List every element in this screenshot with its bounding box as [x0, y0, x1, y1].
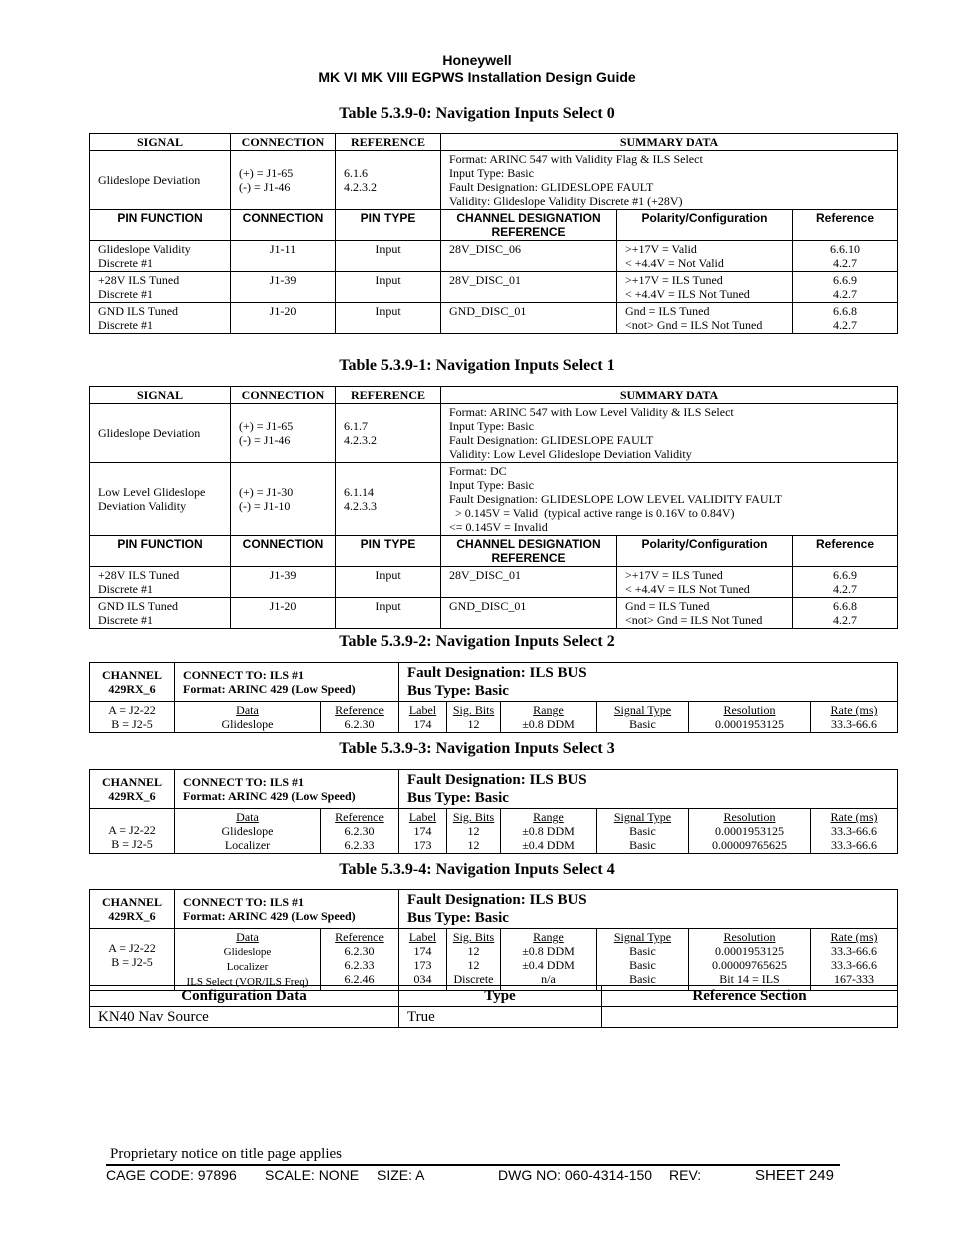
- col-header: Signal Type: [613, 810, 672, 824]
- table-title: Table 5.3.9-2: Navigation Inputs Select 2: [339, 633, 615, 650]
- pin-function: GND ILS Tuned Discrete #1: [90, 303, 231, 334]
- pin-reference: 6.6.9 4.2.7: [793, 272, 898, 303]
- col-header: Label: [408, 703, 437, 717]
- range-col: [501, 702, 597, 733]
- col-header: Rate (ms): [830, 930, 878, 944]
- signal-reference: 6.1.7 4.2.3.2: [336, 404, 441, 463]
- connect-to: CONNECT TO: ILS #1 Format: ARINC 429 (Low Speed): [175, 890, 399, 929]
- col-header: SUMMARY DATA: [441, 387, 898, 404]
- col-header: Sig. Bits: [452, 930, 495, 944]
- table-row: [90, 929, 898, 991]
- col-header: Polarity/Configuration: [617, 210, 793, 241]
- label-col: [399, 929, 447, 991]
- col-header: CHANNEL DESIGNATION REFERENCE: [441, 536, 617, 567]
- channel-header: CHANNEL 429RX_6: [90, 890, 175, 929]
- pin-function: +28V ILS Tuned Discrete #1: [90, 567, 231, 598]
- col-header: Range: [533, 930, 564, 944]
- data-value: Glideslope Localizer: [221, 824, 274, 852]
- polarity: >+17V = Valid < +4.4V = Not Valid: [617, 241, 793, 272]
- signal-connection: (+) = J1-30 (-) = J1-10: [231, 463, 336, 536]
- size: SIZE: A: [377, 1167, 425, 1183]
- rate-col: [811, 929, 898, 991]
- resolution-value: 0.0001953125 0.00009765625 Bit 14 = ILS: [712, 944, 787, 986]
- pin-type: Input: [336, 598, 441, 629]
- polarity: >+17V = ILS Tuned < +4.4V = ILS Not Tuned: [617, 567, 793, 598]
- polarity: >+17V = ILS Tuned < +4.4V = ILS Not Tuned: [617, 272, 793, 303]
- channel-pins: A = J2-22 B = J2-5: [90, 929, 175, 991]
- label-value: 174: [413, 717, 432, 731]
- col-header: Signal Type: [613, 703, 672, 717]
- resolution-col: [689, 929, 811, 991]
- col-header: CONNECTION: [231, 134, 336, 151]
- channel-pins: A = J2-22 B = J2-5: [90, 809, 175, 854]
- col-header: Rate (ms): [830, 703, 878, 717]
- pin-reference: 6.6.8 4.2.7: [793, 598, 898, 629]
- revision: REV:: [669, 1167, 702, 1183]
- channel-designation: 28V_DISC_06: [441, 241, 617, 272]
- rate-col: [811, 809, 898, 854]
- connect-to: CONNECT TO: ILS #1 Format: ARINC 429 (Low Speed): [175, 770, 399, 809]
- reference-value: 6.2.30 6.2.33 6.2.46: [344, 944, 375, 986]
- pin-connection: J1-11: [231, 241, 336, 272]
- col-header: Data: [236, 703, 259, 717]
- resolution-value: 0.0001953125: [715, 717, 784, 731]
- proprietary-notice: Proprietary notice on title page applies: [110, 1146, 343, 1162]
- signal-summary: Format: DC Input Type: Basic Fault Designation: GLIDESLOPE LOW LEVEL VALIDITY FAULT > 0.145V = Valid (typical active range is 0.16V to 0.84V) <= 0.145V = Invalid: [441, 463, 898, 536]
- data-value: Glideslope Localizer ILS Select (VOR/ILS Freq): [186, 946, 309, 988]
- data-col: [175, 702, 321, 733]
- resolution-col: [689, 702, 811, 733]
- pin-reference: 6.6.9 4.2.7: [793, 567, 898, 598]
- col-header: Polarity/Configuration: [617, 536, 793, 567]
- rate-col: [811, 702, 898, 733]
- col-header: Range: [533, 810, 564, 824]
- col-header: Rate (ms): [830, 810, 878, 824]
- sigbits-value: 12 12 Discrete: [453, 944, 494, 986]
- pin-type: Input: [336, 303, 441, 334]
- col-header: PIN FUNCTION: [90, 210, 231, 241]
- signal-summary: Format: ARINC 547 with Low Level Validity & ILS Select Input Type: Basic Fault Designation: GLIDESLOPE FAULT Validity: Low Level Glideslope Deviation Validity: [441, 404, 898, 463]
- channel-header: CHANNEL 429RX_6: [90, 770, 175, 809]
- scale: SCALE: NONE: [265, 1167, 360, 1183]
- sigbits-col: [447, 809, 501, 854]
- drawing-number: DWG NO: 060-4314-150: [498, 1167, 653, 1183]
- label-value: 174 173 034: [413, 944, 432, 986]
- rate-value: 33.3-66.6: [831, 717, 878, 731]
- col-header: CONNECTION: [231, 387, 336, 404]
- table-title: Table 5.3.9-3: Navigation Inputs Select 3: [339, 740, 615, 757]
- polarity: Gnd = ILS Tuned <not> Gnd = ILS Not Tuned: [617, 303, 793, 334]
- col-header: CHANNEL DESIGNATION REFERENCE: [441, 210, 617, 241]
- sigbits-value: 12: [467, 717, 480, 731]
- col-header: Type: [399, 986, 602, 1007]
- signal-reference: 6.1.6 4.2.3.2: [336, 151, 441, 210]
- signaltype-value: Basic Basic: [629, 824, 656, 852]
- channel-header: CHANNEL 429RX_6: [90, 663, 175, 702]
- table-row: [90, 303, 898, 334]
- nav-table-3: [89, 769, 898, 854]
- col-header: Data: [236, 930, 259, 944]
- col-header: Label: [408, 930, 437, 944]
- nav-table-2: [89, 662, 898, 733]
- col-header: REFERENCE: [336, 387, 441, 404]
- signaltype-value: Basic Basic Basic: [629, 944, 656, 986]
- config-reference: [602, 1007, 898, 1028]
- signal-connection: (+) = J1-65 (-) = J1-46: [231, 404, 336, 463]
- data-value: Glideslope: [221, 717, 274, 731]
- pin-type: Input: [336, 567, 441, 598]
- signal-reference: 6.1.14 4.2.3.3: [336, 463, 441, 536]
- pin-connection: J1-20: [231, 303, 336, 334]
- table-title: Table 5.3.9-0: Navigation Inputs Select 0: [339, 105, 615, 122]
- table-row: [90, 567, 898, 598]
- col-header: PIN FUNCTION: [90, 536, 231, 567]
- document-title: MK VI MK VIII EGPWS Installation Design Guide: [318, 69, 636, 85]
- nav-table-0: [89, 133, 898, 334]
- signal-connection: (+) = J1-65 (-) = J1-46: [231, 151, 336, 210]
- pin-function: GND ILS Tuned Discrete #1: [90, 598, 231, 629]
- col-header: Label: [408, 810, 437, 824]
- signaltype-value: Basic: [629, 717, 656, 731]
- table-title: Table 5.3.9-4: Navigation Inputs Select 4: [339, 861, 615, 878]
- rate-value: 33.3-66.6 33.3-66.6: [831, 824, 878, 852]
- label-value: 174 173: [413, 824, 432, 852]
- polarity: Gnd = ILS Tuned <not> Gnd = ILS Not Tuned: [617, 598, 793, 629]
- nav-table-4: [89, 889, 898, 991]
- col-header: PIN TYPE: [336, 536, 441, 567]
- col-header: Resolution: [723, 703, 776, 717]
- label-col: [399, 702, 447, 733]
- signaltype-col: [597, 702, 689, 733]
- col-header: Reference Section: [602, 986, 898, 1007]
- reference-col: [321, 929, 399, 991]
- footer-rule: [106, 1164, 840, 1166]
- signal-name: Glideslope Deviation: [90, 404, 231, 463]
- table-row: [90, 272, 898, 303]
- col-header: SUMMARY DATA: [441, 134, 898, 151]
- col-header: REFERENCE: [336, 134, 441, 151]
- fault-designation: Fault Designation: ILS BUS Bus Type: Basic: [399, 663, 898, 702]
- connect-to: CONNECT TO: ILS #1 Format: ARINC 429 (Low Speed): [175, 663, 399, 702]
- reference-col: [321, 809, 399, 854]
- pin-type: Input: [336, 241, 441, 272]
- sheet-number: SHEET 249: [755, 1167, 834, 1184]
- fault-designation: Fault Designation: ILS BUS Bus Type: Basic: [399, 890, 898, 929]
- table-row: [90, 598, 898, 629]
- pin-connection: J1-39: [231, 272, 336, 303]
- col-header: Reference: [793, 536, 898, 567]
- nav-table-1: [89, 386, 898, 629]
- channel-designation: 28V_DISC_01: [441, 567, 617, 598]
- sigbits-col: [447, 929, 501, 991]
- data-col: [175, 809, 321, 854]
- col-header: Signal Type: [613, 930, 672, 944]
- config-data: KN40 Nav Source: [90, 1007, 399, 1028]
- col-header: SIGNAL: [90, 387, 231, 404]
- resolution-col: [689, 809, 811, 854]
- table-row: [90, 241, 898, 272]
- col-header: PIN TYPE: [336, 210, 441, 241]
- signal-summary: Format: ARINC 547 with Validity Flag & ILS Select Input Type: Basic Fault Designation: GLIDESLOPE FAULT Validity: Glideslope Validity Discrete #1 (+28V): [441, 151, 898, 210]
- data-col: [175, 929, 321, 991]
- pin-type: Input: [336, 272, 441, 303]
- reference-col: [321, 702, 399, 733]
- channel-designation: GND_DISC_01: [441, 598, 617, 629]
- range-value: ±0.8 DDM ±0.4 DDM n/a: [522, 944, 575, 986]
- col-header: Sig. Bits: [452, 703, 495, 717]
- signaltype-col: [597, 809, 689, 854]
- cage-code: CAGE CODE: 97896: [106, 1167, 237, 1183]
- col-header: Sig. Bits: [452, 810, 495, 824]
- col-header: Reference: [335, 810, 384, 824]
- pin-reference: 6.6.10 4.2.7: [793, 241, 898, 272]
- col-header: CONNECTION: [231, 536, 336, 567]
- table-row: [90, 702, 898, 733]
- reference-value: 6.2.30 6.2.33: [344, 824, 375, 852]
- pin-function: Glideslope Validity Discrete #1: [90, 241, 231, 272]
- table-row: [90, 1007, 898, 1028]
- channel-designation: GND_DISC_01: [441, 303, 617, 334]
- sigbits-value: 12 12: [467, 824, 480, 852]
- company-name: Honeywell: [442, 52, 512, 68]
- col-header: Resolution: [723, 930, 776, 944]
- col-header: Reference: [793, 210, 898, 241]
- sigbits-col: [447, 702, 501, 733]
- pin-connection: J1-20: [231, 598, 336, 629]
- label-col: [399, 809, 447, 854]
- col-header: SIGNAL: [90, 134, 231, 151]
- col-header: Reference: [335, 703, 384, 717]
- range-col: [501, 929, 597, 991]
- resolution-value: 0.0001953125 0.00009765625: [712, 824, 787, 852]
- range-col: [501, 809, 597, 854]
- range-value: ±0.8 DDM: [522, 717, 575, 731]
- col-header: CONNECTION: [231, 210, 336, 241]
- table-title: Table 5.3.9-1: Navigation Inputs Select 1: [339, 357, 615, 374]
- signal-name: Glideslope Deviation: [90, 151, 231, 210]
- signal-name: Low Level Glideslope Deviation Validity: [90, 463, 231, 536]
- channel-pins: A = J2-22 B = J2-5: [90, 702, 175, 733]
- signaltype-col: [597, 929, 689, 991]
- reference-value: 6.2.30: [344, 717, 375, 731]
- channel-designation: 28V_DISC_01: [441, 272, 617, 303]
- config-type: True: [399, 1007, 602, 1028]
- col-header: Configuration Data: [90, 986, 399, 1007]
- config-table: [89, 985, 898, 1028]
- col-header: Resolution: [723, 810, 776, 824]
- rate-value: 33.3-66.6 33.3-66.6 167-333: [831, 944, 878, 986]
- fault-designation: Fault Designation: ILS BUS Bus Type: Basic: [399, 770, 898, 809]
- table-row: [90, 809, 898, 854]
- col-header: Range: [533, 703, 564, 717]
- col-header: Data: [236, 810, 259, 824]
- pin-reference: 6.6.8 4.2.7: [793, 303, 898, 334]
- col-header: Reference: [335, 930, 384, 944]
- pin-function: +28V ILS Tuned Discrete #1: [90, 272, 231, 303]
- range-value: ±0.8 DDM ±0.4 DDM: [522, 824, 575, 852]
- pin-connection: J1-39: [231, 567, 336, 598]
